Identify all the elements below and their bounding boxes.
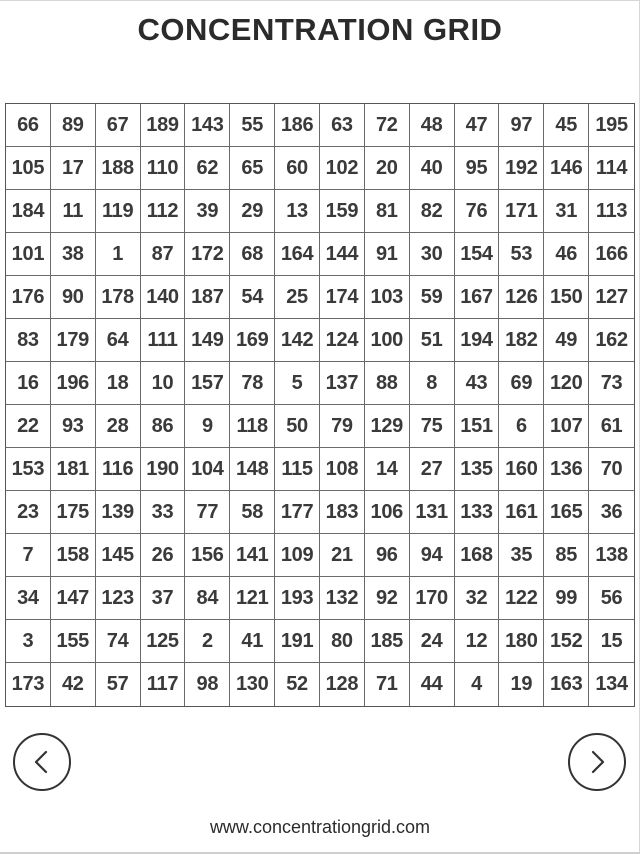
- grid-cell[interactable]: 129: [365, 405, 410, 448]
- grid-cell[interactable]: 77: [185, 491, 230, 534]
- grid-cell[interactable]: 23: [6, 491, 51, 534]
- grid-cell[interactable]: 20: [365, 147, 410, 190]
- grid-cell[interactable]: 2: [185, 620, 230, 663]
- grid-cell[interactable]: 83: [6, 319, 51, 362]
- grid-cell[interactable]: 193: [275, 577, 320, 620]
- grid-cell[interactable]: 189: [141, 104, 186, 147]
- grid-cell[interactable]: 59: [410, 276, 455, 319]
- grid-cell[interactable]: 163: [544, 663, 589, 706]
- grid-cell[interactable]: 119: [96, 190, 141, 233]
- grid-cell[interactable]: 112: [141, 190, 186, 233]
- grid-cell[interactable]: 156: [185, 534, 230, 577]
- grid-cell[interactable]: 194: [455, 319, 500, 362]
- grid-cell[interactable]: 159: [320, 190, 365, 233]
- grid-cell[interactable]: 178: [96, 276, 141, 319]
- grid-cell[interactable]: 100: [365, 319, 410, 362]
- grid-cell[interactable]: 37: [141, 577, 186, 620]
- grid-cell[interactable]: 63: [320, 104, 365, 147]
- grid-cell[interactable]: 176: [6, 276, 51, 319]
- page-title: CONCENTRATION GRID: [137, 12, 503, 47]
- grid-cell[interactable]: 21: [320, 534, 365, 577]
- grid-cell[interactable]: 143: [185, 104, 230, 147]
- grid-cell[interactable]: 139: [96, 491, 141, 534]
- number-grid: [5, 103, 635, 707]
- grid-cell[interactable]: 58: [230, 491, 275, 534]
- grid-cell[interactable]: 114: [589, 147, 634, 190]
- grid-cell[interactable]: 29: [230, 190, 275, 233]
- grid-cell[interactable]: 65: [230, 147, 275, 190]
- grid-cell[interactable]: 147: [51, 577, 96, 620]
- grid-cell[interactable]: 184: [6, 190, 51, 233]
- grid-cell[interactable]: 62: [185, 147, 230, 190]
- grid-cell[interactable]: 73: [589, 362, 634, 405]
- grid-cell[interactable]: 170: [410, 577, 455, 620]
- grid-cell[interactable]: 118: [230, 405, 275, 448]
- grid-cell[interactable]: 108: [320, 448, 365, 491]
- grid-cell[interactable]: 130: [230, 663, 275, 706]
- grid-cell[interactable]: 5: [275, 362, 320, 405]
- grid-cell[interactable]: 188: [96, 147, 141, 190]
- grid-cell[interactable]: 185: [365, 620, 410, 663]
- grid-cell[interactable]: 117: [141, 663, 186, 706]
- grid-cell[interactable]: 79: [320, 405, 365, 448]
- grid-cell[interactable]: 187: [185, 276, 230, 319]
- previous-button[interactable]: [13, 733, 71, 791]
- grid-cell[interactable]: 43: [455, 362, 500, 405]
- grid-cell[interactable]: 94: [410, 534, 455, 577]
- grid-cell[interactable]: 56: [589, 577, 634, 620]
- footer-url: www.concentrationgrid.com: [209, 817, 431, 837]
- grid-cell[interactable]: 85: [544, 534, 589, 577]
- grid-cell[interactable]: 109: [275, 534, 320, 577]
- grid-cell[interactable]: 41: [230, 620, 275, 663]
- grid-cell[interactable]: 126: [499, 276, 544, 319]
- grid-cell[interactable]: 165: [544, 491, 589, 534]
- grid-cell[interactable]: 71: [365, 663, 410, 706]
- grid-cell[interactable]: 39: [185, 190, 230, 233]
- grid-cell[interactable]: 155: [51, 620, 96, 663]
- grid-cell[interactable]: 149: [185, 319, 230, 362]
- grid-cell[interactable]: 40: [410, 147, 455, 190]
- grid-cell[interactable]: 90: [51, 276, 96, 319]
- grid-cell[interactable]: 98: [185, 663, 230, 706]
- grid-cell[interactable]: 7: [6, 534, 51, 577]
- grid-cell[interactable]: 150: [544, 276, 589, 319]
- grid-cell[interactable]: 47: [455, 104, 500, 147]
- grid-cell[interactable]: 121: [230, 577, 275, 620]
- grid-cell[interactable]: 67: [96, 104, 141, 147]
- grid-cell[interactable]: 181: [51, 448, 96, 491]
- grid-cell[interactable]: 57: [96, 663, 141, 706]
- grid-cell[interactable]: 36: [589, 491, 634, 534]
- grid-cell[interactable]: 101: [6, 233, 51, 276]
- grid-cell[interactable]: 157: [185, 362, 230, 405]
- grid-cell[interactable]: 68: [230, 233, 275, 276]
- grid-cell[interactable]: 42: [51, 663, 96, 706]
- grid-cell[interactable]: 142: [275, 319, 320, 362]
- grid-cell[interactable]: 96: [365, 534, 410, 577]
- grid-cell[interactable]: 192: [499, 147, 544, 190]
- grid-cell[interactable]: 88: [365, 362, 410, 405]
- grid-cell[interactable]: 128: [320, 663, 365, 706]
- grid-cell[interactable]: 172: [185, 233, 230, 276]
- grid-cell[interactable]: 95: [455, 147, 500, 190]
- grid-cell[interactable]: 84: [185, 577, 230, 620]
- grid-cell[interactable]: 146: [544, 147, 589, 190]
- grid-cell[interactable]: 26: [141, 534, 186, 577]
- grid-cell[interactable]: 177: [275, 491, 320, 534]
- grid-cell[interactable]: 50: [275, 405, 320, 448]
- grid-cell[interactable]: 6: [499, 405, 544, 448]
- grid-cell[interactable]: 134: [595, 673, 628, 695]
- grid-cell[interactable]: 152: [544, 620, 589, 663]
- grid-cell[interactable]: 32: [455, 577, 500, 620]
- grid-cell[interactable]: 45: [544, 104, 589, 147]
- chevron-right-icon: [584, 749, 610, 775]
- grid-cell[interactable]: 86: [141, 405, 186, 448]
- grid-cell[interactable]: 107: [544, 405, 589, 448]
- grid-cell[interactable]: 81: [365, 190, 410, 233]
- grid-cell[interactable]: 87: [141, 233, 186, 276]
- grid-cell[interactable]: 18: [96, 362, 141, 405]
- next-button[interactable]: [568, 733, 626, 791]
- grid-cell[interactable]: 54: [230, 276, 275, 319]
- grid-cell[interactable]: 106: [365, 491, 410, 534]
- grid-cell[interactable]: 164: [275, 233, 320, 276]
- grid-cell[interactable]: 171: [499, 190, 544, 233]
- grid-cell[interactable]: 174: [320, 276, 365, 319]
- grid-cell[interactable]: 115: [275, 448, 320, 491]
- grid-cell[interactable]: 104: [185, 448, 230, 491]
- grid-cell[interactable]: 120: [544, 362, 589, 405]
- grid-cell[interactable]: 158: [51, 534, 96, 577]
- grid-cell[interactable]: 168: [455, 534, 500, 577]
- grid-cell[interactable]: 191: [275, 620, 320, 663]
- grid-cell[interactable]: 19: [499, 663, 544, 706]
- grid-cell[interactable]: 82: [410, 190, 455, 233]
- grid-cell[interactable]: 97: [499, 104, 544, 147]
- grid-cell[interactable]: 12: [455, 620, 500, 663]
- grid-cell[interactable]: 131: [410, 491, 455, 534]
- grid-cell[interactable]: 11: [51, 190, 96, 233]
- grid-cell[interactable]: 116: [96, 448, 141, 491]
- grid-cell[interactable]: 24: [410, 620, 455, 663]
- grid-cell[interactable]: 93: [51, 405, 96, 448]
- grid-cell[interactable]: 137: [320, 362, 365, 405]
- grid-cell[interactable]: 186: [275, 104, 320, 147]
- grid-cell[interactable]: 76: [455, 190, 500, 233]
- grid-cell[interactable]: 183: [320, 491, 365, 534]
- grid-cell[interactable]: 15: [589, 620, 634, 663]
- frame-border-top: [0, 0, 640, 1]
- grid-cell[interactable]: 60: [275, 147, 320, 190]
- grid-cell[interactable]: 66: [6, 104, 51, 147]
- grid-cell[interactable]: 182: [499, 319, 544, 362]
- grid-cell[interactable]: 169: [230, 319, 275, 362]
- chevron-left-icon: [29, 749, 55, 775]
- grid-cell[interactable]: 89: [51, 104, 96, 147]
- grid-cell[interactable]: 102: [320, 147, 365, 190]
- grid-cell[interactable]: 4: [455, 663, 500, 706]
- grid-cell[interactable]: 64: [96, 319, 141, 362]
- grid-cell[interactable]: 110: [141, 147, 186, 190]
- grid-cell[interactable]: 49: [544, 319, 589, 362]
- grid-cell[interactable]: 27: [410, 448, 455, 491]
- grid-cell[interactable]: 105: [6, 147, 51, 190]
- grid-cell[interactable]: 122: [499, 577, 544, 620]
- grid-cell[interactable]: 167: [455, 276, 500, 319]
- grid-cell[interactable]: 124: [320, 319, 365, 362]
- grid-cell[interactable]: 173: [6, 663, 51, 706]
- grid-cell[interactable]: 195: [589, 104, 634, 147]
- grid-cell[interactable]: 70: [589, 448, 634, 491]
- grid-cell[interactable]: 190: [141, 448, 186, 491]
- grid-cell[interactable]: 123: [96, 577, 141, 620]
- grid-cell[interactable]: 135: [455, 448, 500, 491]
- grid-cell[interactable]: 16: [6, 362, 51, 405]
- grid-cell[interactable]: 133: [455, 491, 500, 534]
- grid-cell[interactable]: 145: [96, 534, 141, 577]
- grid-cell[interactable]: 14: [365, 448, 410, 491]
- grid-cell[interactable]: 1: [96, 233, 141, 276]
- grid-cell[interactable]: 38: [51, 233, 96, 276]
- grid-cell[interactable]: 25: [275, 276, 320, 319]
- grid-cell[interactable]: 125: [141, 620, 186, 663]
- grid-cell[interactable]: 55: [230, 104, 275, 147]
- grid-cell[interactable]: 46: [544, 233, 589, 276]
- grid-cell[interactable]: 111: [141, 319, 186, 362]
- grid-cell[interactable]: 72: [365, 104, 410, 147]
- grid-cell[interactable]: 179: [51, 319, 96, 362]
- grid-cell[interactable]: 80: [320, 620, 365, 663]
- grid-cell[interactable]: 53: [499, 233, 544, 276]
- grid-cell[interactable]: 74: [96, 620, 141, 663]
- grid-cell[interactable]: 136: [544, 448, 589, 491]
- grid-cell[interactable]: 151: [455, 405, 500, 448]
- grid-cell[interactable]: 34: [6, 577, 51, 620]
- grid-cell[interactable]: 140: [141, 276, 186, 319]
- grid-cell[interactable]: 75: [410, 405, 455, 448]
- grid-cell[interactable]: 127: [589, 276, 634, 319]
- grid-cell[interactable]: 132: [320, 577, 365, 620]
- grid-cell[interactable]: 17: [51, 147, 96, 190]
- grid-cell[interactable]: 196: [51, 362, 96, 405]
- grid-cell[interactable]: 31: [544, 190, 589, 233]
- grid-cell[interactable]: 138: [589, 534, 634, 577]
- grid-cell[interactable]: 10: [141, 362, 186, 405]
- grid-cell[interactable]: 8: [410, 362, 455, 405]
- grid-cell[interactable]: 92: [365, 577, 410, 620]
- grid-cell[interactable]: 78: [230, 362, 275, 405]
- grid-cell[interactable]: 103: [365, 276, 410, 319]
- grid-cell[interactable]: 166: [589, 233, 634, 276]
- grid-cell[interactable]: 153: [6, 448, 51, 491]
- grid-cell[interactable]: 52: [275, 663, 320, 706]
- grid-cell[interactable]: 160: [499, 448, 544, 491]
- grid-cell[interactable]: 154: [455, 233, 500, 276]
- grid-cell[interactable]: 33: [141, 491, 186, 534]
- grid-cell[interactable]: 144: [320, 233, 365, 276]
- grid-cell[interactable]: 180: [499, 620, 544, 663]
- grid-cell[interactable]: 44: [410, 663, 455, 706]
- grid-cell[interactable]: 61: [589, 405, 634, 448]
- grid-cell[interactable]: 148: [230, 448, 275, 491]
- grid-cell[interactable]: 28: [96, 405, 141, 448]
- grid-cell[interactable]: 48: [410, 104, 455, 147]
- grid-cell[interactable]: 162: [589, 319, 634, 362]
- grid-cell[interactable]: 22: [6, 405, 51, 448]
- grid-cell[interactable]: 3: [6, 620, 51, 663]
- grid-cell[interactable]: 13: [275, 190, 320, 233]
- grid-cell[interactable]: 30: [410, 233, 455, 276]
- grid-cell[interactable]: 69: [499, 362, 544, 405]
- grid-cell[interactable]: 99: [544, 577, 589, 620]
- grid-cell[interactable]: 175: [51, 491, 96, 534]
- grid-cell[interactable]: 51: [410, 319, 455, 362]
- grid-cell[interactable]: 9: [185, 405, 230, 448]
- grid-cell[interactable]: 91: [365, 233, 410, 276]
- grid-cell[interactable]: 161: [499, 491, 544, 534]
- grid-cell[interactable]: 113: [589, 190, 634, 233]
- grid-cell[interactable]: 35: [499, 534, 544, 577]
- grid-cell[interactable]: 141: [230, 534, 275, 577]
